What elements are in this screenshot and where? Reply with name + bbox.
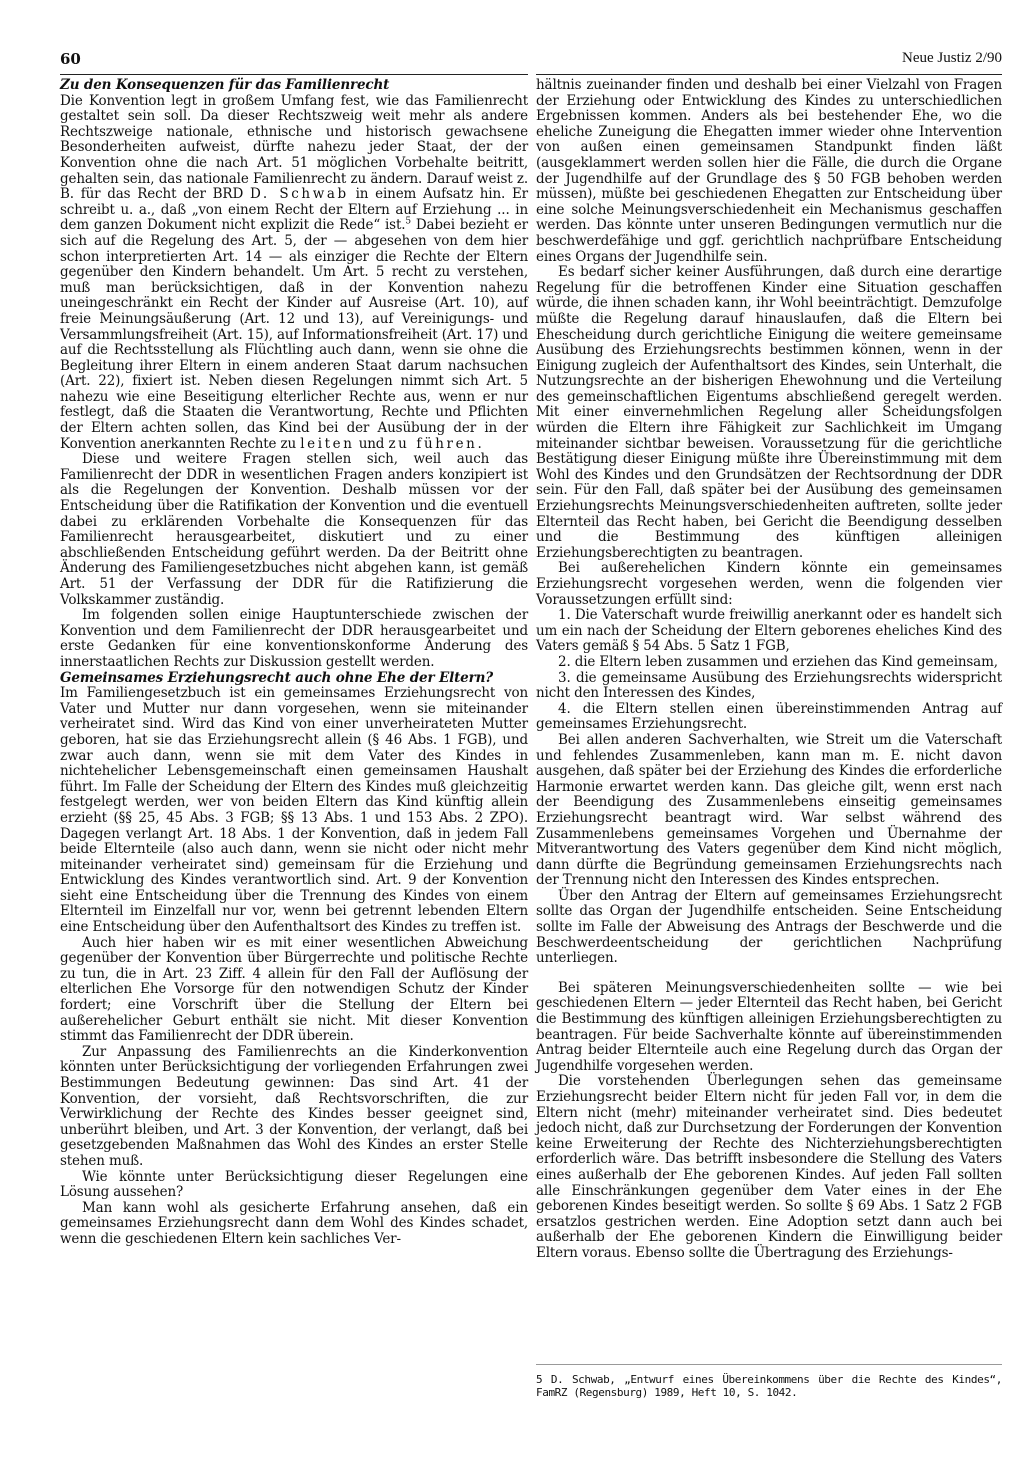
paragraph: Im folgenden sollen einige Hauptunterschiede zwischen der Konvention und dem Familienrecht der DDR herausgearbeitet und erste Gedanken für eine konventionskonforme Änderung des innerstaatlichen Rechts zur Diskussion gestellt werden. bbox=[60, 607, 528, 670]
paragraph: Zur Anpassung des Familienrechts an die Kinderkonvention könnten unter Berücksichtigung der vorliegenden Erfahrungen zwei Bestimmungen Bedeutung gewinnen: Das sind Art. 41 der Konvention, der vorsieht, daß Rechtsvorschriften, die zur Verwirklichung der Rechte des Kindes besser geeignet sind, unberührt bleiben, und Art. 3 der Konvention, der verlangt, daß bei gesetzgebenden Maßnahmen das Wohl des Kindes an erster Stelle stehen muß. bbox=[60, 1043, 528, 1169]
paragraph-text: in einem Aufsatz hin. Er schreibt u. a., daß „von einem Recht der Eltern auf Erziehung ... in dem ganzen Dokument nicht explizit die Rede“ ist. bbox=[60, 186, 528, 234]
section-heading-joint-custody: Gemeinsames Erziehungsrecht auch ohne Ehe der Eltern? bbox=[60, 669, 493, 686]
author-name: D. Schwab bbox=[249, 186, 349, 203]
footnote-rule bbox=[536, 1364, 1002, 1365]
paragraph: Es bedarf sicher keiner Ausführungen, daß durch eine derartige Regelung für die betroffenen Kinder eine Situation geschaffen würde, die ihnen schaden kann, ihr Wohl beeinträchtigt. Demzufolge müßte die Regelung darauf hinauslaufen, daß die Eltern bei Ehescheidung durch gerichtliche Einigung die weitere gemeinsame Ausübung des Erziehungsrechts bestimmen können, wenn in der Einigung zugleich der Aufenthaltsort des Kindes, sein Unterhalt, die Nutzungsrechte an der bisherigen Ehewohnung und die Verteilung des gemeinschaftlichen Eigentums abschließend geregelt werden. Mit einer einvernehmlichen Regelung aller Scheidungsfolgen würden die Eltern ihre Fähigkeit zur Sachlichkeit im Umgang miteinander sichtbar beweisen. Voraussetzung für die gerichtliche Bestätigung dieser Einigung müßte ihre Übereinstimmung mit dem Wohl des Kindes und den Grundsätzen der Rechtsordnung der DDR sein. Für den Fall, daß später bei der Ausübung des gemeinsamen Erziehungsrechts Meinungsverschiedenheiten auftreten, sollte jeder Elternteil das Recht haben, bei Gericht die Beendigung desselben und die Bestimmung des künftigen alleinigen Erziehungsberechtigten zu beantragen. bbox=[536, 264, 1002, 561]
footnote-ref: 5 bbox=[405, 216, 411, 227]
page-number: 60 bbox=[60, 50, 81, 68]
paragraph: Die vorstehenden Überlegungen sehen das gemeinsame Erziehungsrecht beider Eltern nicht für jeden Fall vor, in dem die Eltern nicht (mehr) miteinander verheiratet sind. Dies bedeutet jedoch nicht, daß zur Durchsetzung der Forderungen der Konvention keine Erweiterung der Rechte des Nichterziehungsberechtigten erforderlich wäre. Das betrifft insbesondere die Stellung des Vaters eines außerhalb der Ehe geborenen Kindes. Auf jeden Fall sollten alle Einschränkungen gegenüber dem Vater eines in der Ehe geborenen Kindes beseitigt werden. So sollte § 69 Abs. 1 Satz 2 FGB ersatzlos gestrichen werden. Eine Adoption setzt dann auch bei außerhalb der Ehe geborenen Kindern die Einwilligung beider Eltern voraus. Ebenso sollte die Übertragung des Erziehungs- bbox=[536, 1073, 1002, 1261]
paragraph: Über den Antrag der Eltern auf gemeinsames Erziehungsrecht sollte das Organ der Jugendhilfe entscheiden. Seine Entscheidung sollte im Falle der Abweisung des Antrags der Beschwerde und die Beschwerdeentscheidung der gerichtlichen Nachprüfung unterliegen. bbox=[536, 887, 1002, 967]
paragraph: Bei späteren Meinungsverschiedenheiten sollte — wie bei geschiedenen Eltern — jeder Elternteil das Recht haben, bei Gericht die Bestimmung des künftigen alleinigen Erziehungsberechtigten zu beantragen. Für beide Sachverhalte könnte auf übereinstimmenden Antrag beider Elternteile auch eine Regelung durch das Organ der Jugendhilfe vorgesehen werden. bbox=[536, 979, 1002, 1074]
paragraph: Im Familiengesetzbuch ist ein gemeinsames Erziehungsrecht von Vater und Mutter nur dann vorgesehen, wenn sie miteinander verheiratet sind. Wird das Kind von einer unverheirateten Mutter geboren, hat sie das Erziehungsrecht allein (§ 46 Abs. 1 FGB), und zwar auch dann, wenn sie mit dem Vater des Kindes in nichtehelicher Lebensgemeinschaft einen gemeinsamen Haushalt führt. Im Falle der Scheidung der Eltern des Kindes muß gleichzeitig festgelegt werden, wer von beiden Eltern das Kind künftig allein erzieht (§§ 25, 45 Abs. 3 FGB; §§ 13 Abs. 1 und 153 Abs. 2 ZPO). Dagegen verlangt Art. 18 Abs. 1 der Konvention, daß in jedem Fall beide Elternteile (also auch dann, wenn sie nicht oder nicht mehr miteinander verheiratet sind) gemeinsam für die Erziehung und Entwicklung des Kindes verantwortlich sind. Art. 9 der Konvention sieht eine Entscheidung über die Trennung des Kindes von einem Elternteil im Einzelfall nur vor, wenn bei getrennt lebenden Eltern eine Entscheidung über den Aufenthaltsort des Kindes zu treffen ist. bbox=[60, 685, 528, 936]
paragraph: Wie könnte unter Berücksichtigung dieser Regelungen eine Lösung aussehen? bbox=[60, 1168, 528, 1201]
emphasis-word: leiten bbox=[300, 435, 355, 452]
left-column bbox=[60, 78, 528, 1248]
paragraph-text: Dabei bezieht er sich auf die Regelung des Art. 5, der — abgesehen von dem hier schon interpretierten Art. 14 — als einziger die Rechte der Eltern gegenüber den Kindern behandelt. Um Art. 5 recht zu verstehen, muß man berücksichtigen, daß in der Konvention nahezu uneingeschränkt ein Recht der Kinder auf Ausreise (Art. 10), auf freie Meinungsäußerung (Art. 12 und 13), auf Vereinigungs- und Versammlungsfreiheit (Art. 15), auf Informationsfreiheit (Art. 17) und auf die Rechtsstellung als Flüchtling auch dann, wenn sie ohne die Begleitung ihrer Eltern in einem anderen Staat darum nachsuchen (Art. 22), fixiert ist. Neben diesen Regelungen nimmt sich Art. 5 nahezu wie eine Beseitigung elterlicher Rechte aus, wenn er nur festlegt, daß die Staaten die Verantwortung, Rechte und Pflichten der Eltern achten sollen, das Kind bei der Ausübung der in der Konvention anerkannten Rechte zu bbox=[60, 217, 528, 452]
paragraph-text: und bbox=[358, 435, 385, 452]
journal-title: Neue Justiz 2/90 bbox=[902, 50, 1002, 66]
paragraph: hältnis zueinander finden und deshalb bei einer Vielzahl von Fragen der Erziehung oder Entwicklung des Kindes zu unterschiedlichen Ergebnissen kommen. Anders als bei bestehender Ehe, wo die eheliche Zuneigung die Ehegatten immer wieder ohne Intervention von außen einen gemeinsamen Standpunkt finden läßt (ausgeklammert werden sollen hier die Fälle, die durch die Organe der Jugendhilfe auf der Grundlage des § 50 FGB behoben werden müssen), müßte bei geschiedenen Ehegatten zur Entscheidung über eine solche Meinungsverschiedenheit ein Mechanismus geschaffen werden. Das könnte unter unseren Bedingungen vermutlich nur die beschwerdefähige und ggf. gerichtlich nachprüfbare Entscheidung eines Organs der Jugendhilfe sein. bbox=[536, 77, 1002, 265]
list-item: 4. die Eltern stellen einen übereinstimmenden Antrag auf gemeinsames Erziehungsrecht. bbox=[536, 700, 1002, 733]
footnote: 5 D. Schwab, „Entwurf eines Übereinkommens über die Rechte des Kindes“, FamRZ (Regensburg) 1989, Heft 10, S. 1042. bbox=[536, 1373, 1002, 1399]
paragraph: Man kann wohl als gesicherte Erfahrung ansehen, daß ein gemeinsames Erziehungsrecht dann dem Wohl des Kindes schadet, wenn die geschiedenen Eltern kein sachliches Ver- bbox=[60, 1199, 528, 1247]
emphasis-word: zu führen. bbox=[388, 435, 485, 452]
paragraph: Bei allen anderen Sachverhalten, wie Streit um die Vaterschaft und fehlendes Zusammenleben, kann man m. E. nicht davon ausgehen, daß später bei der Erziehung des Kindes die erforderliche Harmonie erwartet werden kann. Das gleiche gilt, wenn erst nach der Beendigung des Zusammenlebens einseitig gemeinsames Erziehungsrecht beantragt wird. War selbst während des Zusammenlebens gemeinsames Vorgehen und Übernahme der Mitverantwortung des Vaters gegenüber dem Kind nicht möglich, dann dürfte die Begründung gemeinsamen Erziehungsrechts nach der Trennung nicht den Interessen des Kindes entsprechen. bbox=[536, 731, 1002, 889]
section-heading-consequences: Zu den Konsequenzen für das Familienrecht bbox=[60, 77, 390, 93]
page-header bbox=[60, 50, 1002, 72]
paragraph bbox=[60, 94, 528, 453]
list-item: 3. die gemeinsame Ausübung des Erziehungsrechts widerspricht nicht den Interessen des Kindes, bbox=[536, 669, 1002, 702]
list-item: 1. Die Vaterschaft wurde freiwillig anerkannt oder es handelt sich um ein nach der Scheidung der Eltern geborenes eheliches Kind des Vaters gemäß § 54 Abs. 5 Satz 1 FGB, bbox=[536, 607, 1002, 655]
right-column bbox=[536, 78, 1002, 1262]
header-rule-left bbox=[60, 74, 528, 75]
header-rule-right bbox=[536, 74, 1002, 75]
paragraph: Bei außerehelichen Kindern könnte ein gemeinsames Erziehungsrecht vorgesehen werden, wenn die folgenden vier Voraussetzungen erfüllt sind: bbox=[536, 560, 1002, 608]
paragraph: Diese und weitere Fragen stellen sich, weil auch das Familienrecht der DDR in wesentlichen Fragen anders konzipiert ist als die Regelungen der Konvention. Deshalb müssen vor der Entscheidung über die Ratifikation der Konvention und die eventuell dabei zu erklärenden Vorbehalte die Konsequenzen für das Familienrecht herausgearbeitet, diskutiert und zu einer abschließenden Entscheidung geführt werden. Da der Beitritt ohne Änderung des Familiengesetzbuches nicht abgehen kann, ist gemäß Art. 51 der Verfassung der DDR für die Ratifizierung die Volkskammer zuständig. bbox=[60, 451, 528, 608]
paragraph-text: Die Konvention legt in großem Umfang fest, wie das Familienrecht gestaltet sein soll. Da dieser Rechtszweig weit mehr als andere Rechtszweige nationale, ethnische und historisch gewachsene Besonderheiten aufweist, dürfte nahezu jeder Staat, der der Konvention ohne die nach Art. 51 möglichen Vorbehalte beitritt, gehalten sein, das nationale Familienrecht zu ändern. Darauf weist z. B. für das Recht der BRD bbox=[60, 92, 528, 203]
paragraph: Auch hier haben wir es mit einer wesentlichen Abweichung gegenüber der Konvention über Bürgerrechte und politische Rechte zu tun, die in Art. 23 Ziff. 4 allein für den Fall der Auflösung der elterlichen Ehe Vorsorge für den notwendigen Schutz der Kinder fordert; eine Vorschrift über die Stellung der Eltern bei außerehelicher Geburt enthält sie nicht. Mit dieser Konvention stimmt das Familienrecht der DDR überein. bbox=[60, 934, 528, 1045]
list-item: 2. die Eltern leben zusammen und erziehen das Kind gemeinsam, bbox=[558, 653, 998, 670]
